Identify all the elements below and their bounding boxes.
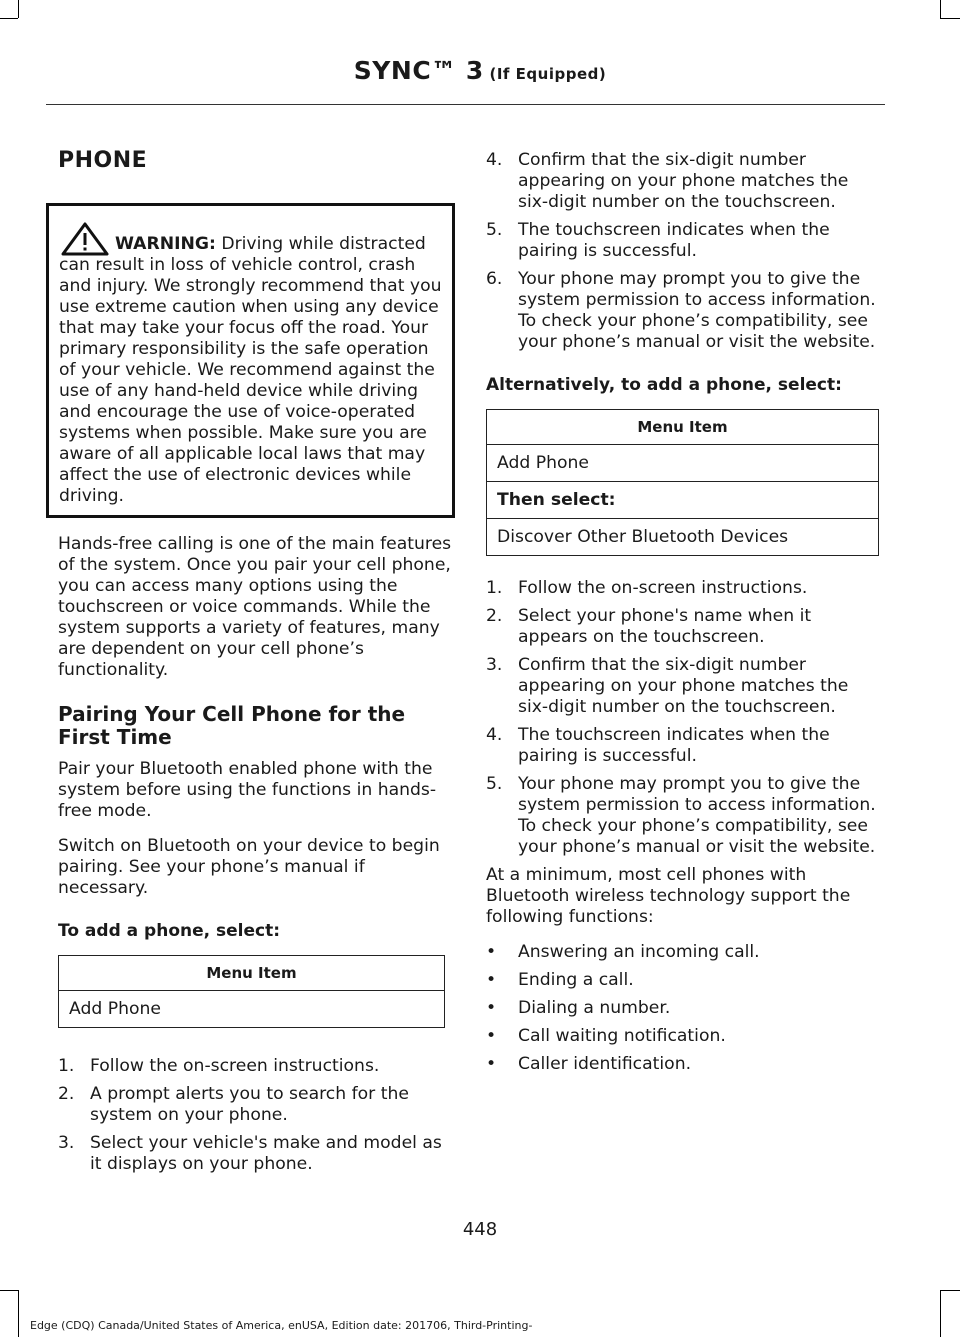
crop-mark xyxy=(940,1290,960,1291)
step-text: The touchscreen indicates when the pairing is successful. xyxy=(518,725,830,766)
header-rule xyxy=(46,104,885,105)
crop-mark xyxy=(940,18,960,19)
list-item xyxy=(486,725,879,767)
add-phone-lead: To add a phone, select: xyxy=(58,921,281,941)
step-number: 6. xyxy=(486,269,503,289)
right-column xyxy=(486,150,879,1082)
list-item xyxy=(486,998,879,1019)
step-text: Your phone may prompt you to give the system permission to access information. To check your phone’s compatibility, see your phone’s manual or visit the website. xyxy=(518,774,876,857)
crop-mark xyxy=(0,1290,18,1291)
list-item xyxy=(486,220,879,262)
steps-list xyxy=(58,1056,455,1175)
steps-list xyxy=(486,150,879,353)
crop-mark xyxy=(940,0,941,18)
step-number: 4. xyxy=(486,725,503,745)
step-number: 5. xyxy=(486,774,503,794)
step-text: A prompt alerts you to search for the system on your phone. xyxy=(90,1084,409,1125)
bullet-list xyxy=(486,942,879,1075)
step-number: 1. xyxy=(486,578,503,598)
step-number: 2. xyxy=(486,606,503,626)
warning-text xyxy=(59,234,444,507)
menu-table-cell: Add Phone xyxy=(59,991,445,1028)
step-text: Select your phone's name when it appears on the touchscreen. xyxy=(518,606,812,647)
menu-table-cell: Then select: xyxy=(487,482,879,519)
list-item xyxy=(486,655,879,718)
list-item xyxy=(486,606,879,648)
step-number: 4. xyxy=(486,150,503,170)
step-number: 2. xyxy=(58,1084,75,1104)
list-item xyxy=(58,1084,455,1126)
step-text: Your phone may prompt you to give the system permission to access information. To check your phone’s compatibility, see your phone’s manual or visit the website. xyxy=(518,269,876,352)
pair-paragraph: Pair your Bluetooth enabled phone with the system before using the functions in hands-free mode. xyxy=(58,759,437,821)
step-number: 3. xyxy=(58,1133,75,1153)
step-text: The touchscreen indicates when the pairing is successful. xyxy=(518,220,830,261)
step-text: Confirm that the six-digit number appearing on your phone matches the six-digit number on the touchscreen. xyxy=(518,150,849,212)
list-item xyxy=(486,1026,879,1047)
bullet: • xyxy=(486,1026,497,1046)
steps-list xyxy=(486,578,879,858)
subheading: Pairing Your Cell Phone for the First Time xyxy=(58,702,406,749)
step-text: Select your vehicle's make and model as it displays on your phone. xyxy=(90,1133,442,1174)
step-text: Confirm that the six-digit number appearing on your phone matches the six-digit number on the touchscreen. xyxy=(518,655,849,717)
intro-paragraph: Hands-free calling is one of the main features of the system. Once you pair your cell phone, you can access many options using the touchscreen or voice commands. While the system supports a variety of features, many are dependent on your cell phone’s functionality. xyxy=(58,534,452,680)
step-text: Follow the on-screen instructions. xyxy=(518,578,808,598)
list-item xyxy=(486,942,879,963)
crop-mark xyxy=(940,1290,941,1337)
step-number: 1. xyxy=(58,1056,75,1076)
bullet-text: Call waiting notification. xyxy=(518,1026,726,1046)
list-item xyxy=(58,1133,455,1175)
menu-table-cell: Discover Other Bluetooth Devices xyxy=(487,519,879,556)
menu-table xyxy=(486,409,879,556)
bullet: • xyxy=(486,942,497,962)
bullet-text: Ending a call. xyxy=(518,970,634,990)
menu-table xyxy=(58,955,445,1028)
list-item xyxy=(486,150,879,213)
section-title: PHONE xyxy=(58,148,148,173)
bullet-text: Dialing a number. xyxy=(518,998,671,1018)
bullet-text: Answering an incoming call. xyxy=(518,942,760,962)
footer-text: Edge (CDQ) Canada/United States of America, enUSA, Edition date: 201706, Third-Printing- xyxy=(30,1319,533,1332)
menu-table-cell: Add Phone xyxy=(487,445,879,482)
warning-body: Driving while distracted can result in loss of vehicle control, crash and injury. We strongly recommend that you use extreme caution when using any device that may take your focus off the road. Your primary responsibility is the safe operation of your vehicle. We recommend against the use of any hand-held device while driving and encourage the use of voice-operated systems when possible. Make sure you are aware of all applicable local laws that may affect the use of electronic devices while driving. xyxy=(59,234,442,506)
list-item xyxy=(486,1054,879,1075)
menu-table-header: Menu Item xyxy=(487,410,879,445)
header-title: SYNC™ 3 xyxy=(353,56,484,85)
warning-label: WARNING: xyxy=(115,234,216,254)
list-item xyxy=(58,1056,455,1077)
step-number: 5. xyxy=(486,220,503,240)
page-number: 448 xyxy=(462,1219,498,1240)
warning-box xyxy=(46,203,455,518)
crop-mark xyxy=(18,0,19,18)
crop-mark xyxy=(0,18,18,19)
list-item xyxy=(486,774,879,858)
left-column xyxy=(46,140,455,1182)
step-text: Follow the on-screen instructions. xyxy=(90,1056,380,1076)
list-item xyxy=(486,578,879,599)
step-number: 3. xyxy=(486,655,503,675)
switch-paragraph: Switch on Bluetooth on your device to begin pairing. See your phone’s manual if necessary. xyxy=(58,836,440,898)
alt-add-phone-lead: Alternatively, to add a phone, select: xyxy=(486,375,842,395)
bullet-text: Caller identification. xyxy=(518,1054,692,1074)
menu-table-wrapper xyxy=(58,955,445,1028)
warning-triangle-icon xyxy=(61,222,109,256)
running-header xyxy=(0,56,960,85)
functions-intro: At a minimum, most cell phones with Bluetooth wireless technology support the following functions: xyxy=(486,865,851,927)
list-item xyxy=(486,269,879,353)
list-item xyxy=(486,970,879,991)
bullet: • xyxy=(486,1054,497,1074)
bullet: • xyxy=(486,998,497,1018)
menu-table-header: Menu Item xyxy=(59,956,445,991)
crop-mark xyxy=(18,1290,19,1337)
header-suffix: (If Equipped) xyxy=(483,65,607,83)
bullet: • xyxy=(486,970,497,990)
